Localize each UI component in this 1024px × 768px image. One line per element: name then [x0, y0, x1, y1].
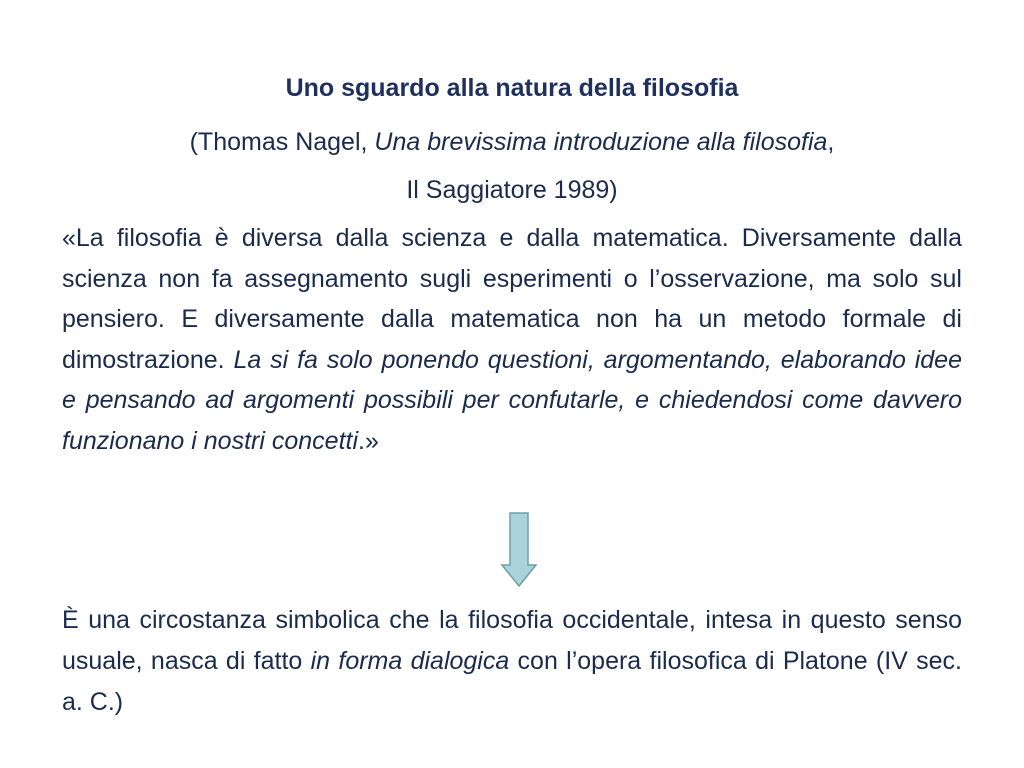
quote-plain: «La filosofia è diversa dalla scienza e dalla matematica. Diversamente dalla scienza non fa assegnamento sugli esperimenti o l’osservazione, ma solo sul pensiero. E diversamente dalla matematica non ha un metodo formale di dimostrazione. — [62, 224, 962, 374]
quote-paragraph — [62, 218, 962, 461]
citation-publisher: Il Saggiatore 1989) — [406, 176, 618, 204]
conclusion-before: È una circostanza simbolica che la filosofia occidentale, intesa in questo senso usuale, nasca di fatto — [62, 606, 962, 675]
arrow-down-shape — [502, 513, 536, 586]
citation — [62, 118, 962, 214]
citation-open: (Thomas Nagel, — [189, 128, 375, 156]
conclusion-after: con l’opera filosofica di Platone (IV sec. a. C.) — [62, 647, 963, 716]
arrow-down-icon — [500, 511, 538, 588]
quote-italic: La si fa solo ponendo questioni, argomentando, elaborando idee e pensando ad argomenti possibili per confutarle, e chiedendosi come davvero funzionano i nostri concetti — [62, 345, 962, 455]
quote-close: .» — [358, 426, 379, 455]
conclusion-italic: in forma dialogica — [310, 647, 510, 675]
citation-book-title: Una brevissima introduzione alla filosofia — [374, 128, 828, 156]
conclusion-paragraph — [62, 600, 962, 723]
citation-line-1 — [62, 118, 962, 166]
slide-title: Uno sguardo alla natura della filosofia — [285, 74, 739, 102]
citation-comma: , — [827, 128, 835, 156]
